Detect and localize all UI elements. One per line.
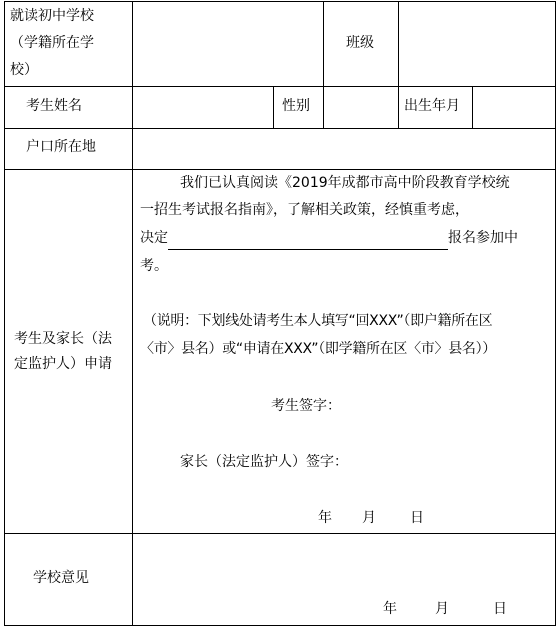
student-signature-label: 考生签字：: [271, 398, 341, 414]
gender-label: 性别: [282, 98, 310, 114]
opinion-date-month: 月: [435, 601, 449, 617]
gender-field[interactable]: [324, 87, 398, 128]
table-border-left: [4, 1, 5, 626]
birth-label: 出生年月: [404, 98, 460, 114]
birth-field[interactable]: [473, 87, 555, 128]
application-label-line-1: 考生及家长（法: [14, 331, 112, 347]
school-opinion-field[interactable]: [133, 534, 555, 625]
application-date-month: 月: [362, 510, 376, 526]
school-value-field[interactable]: [133, 2, 323, 86]
household-label: 户口所在地: [26, 139, 96, 155]
decide-suffix: 报名参加中: [448, 230, 518, 246]
table-border-right: [555, 1, 556, 626]
birth-label-left-divider: [398, 86, 399, 128]
class-label: 班级: [346, 35, 374, 51]
school-label-line-2: （学籍所在学: [10, 35, 94, 51]
table-border-bottom: [4, 625, 556, 626]
student-name-field[interactable]: [133, 87, 273, 128]
application-paragraph-line-1: 我们已认真阅读《2019年成都市高中阶段教育学校统: [180, 175, 510, 191]
class-value-field[interactable]: [399, 2, 555, 86]
application-date-day: 日: [410, 510, 424, 526]
application-paragraph-line-2: 一招生考试报名指南》，了解相关政策，经慎重考虑，: [140, 202, 469, 218]
decide-underline-field[interactable]: [168, 233, 448, 250]
student-name-label: 考生姓名: [26, 98, 82, 114]
note-line-1: （说明：下划线处请考生本人填写“回XXX”（即户籍所在区: [143, 313, 493, 329]
class-label-left-divider: [323, 1, 324, 86]
household-field[interactable]: [133, 129, 555, 169]
opinion-date-year: 年: [383, 601, 397, 617]
school-opinion-label: 学校意见: [33, 570, 89, 586]
opinion-date-day: 日: [493, 601, 507, 617]
gender-label-left-divider: [273, 86, 274, 128]
application-label-line-2: 定监护人）申请: [14, 356, 112, 372]
parent-signature-label: 家长（法定监护人）签字：: [180, 454, 348, 470]
school-label-line-3: 校）: [10, 62, 38, 78]
decide-prefix: 决定: [140, 230, 168, 246]
application-paragraph-line-4: 考。: [140, 258, 168, 274]
row-divider-3: [4, 169, 556, 170]
school-label-line-1: 就读初中学校: [10, 8, 94, 24]
application-decide-line: [140, 227, 518, 250]
note-line-2: 〈市〉县名）或“申请在XXX”（即学籍所在区〈市〉县名））: [140, 341, 497, 357]
application-date-year: 年: [318, 510, 332, 526]
